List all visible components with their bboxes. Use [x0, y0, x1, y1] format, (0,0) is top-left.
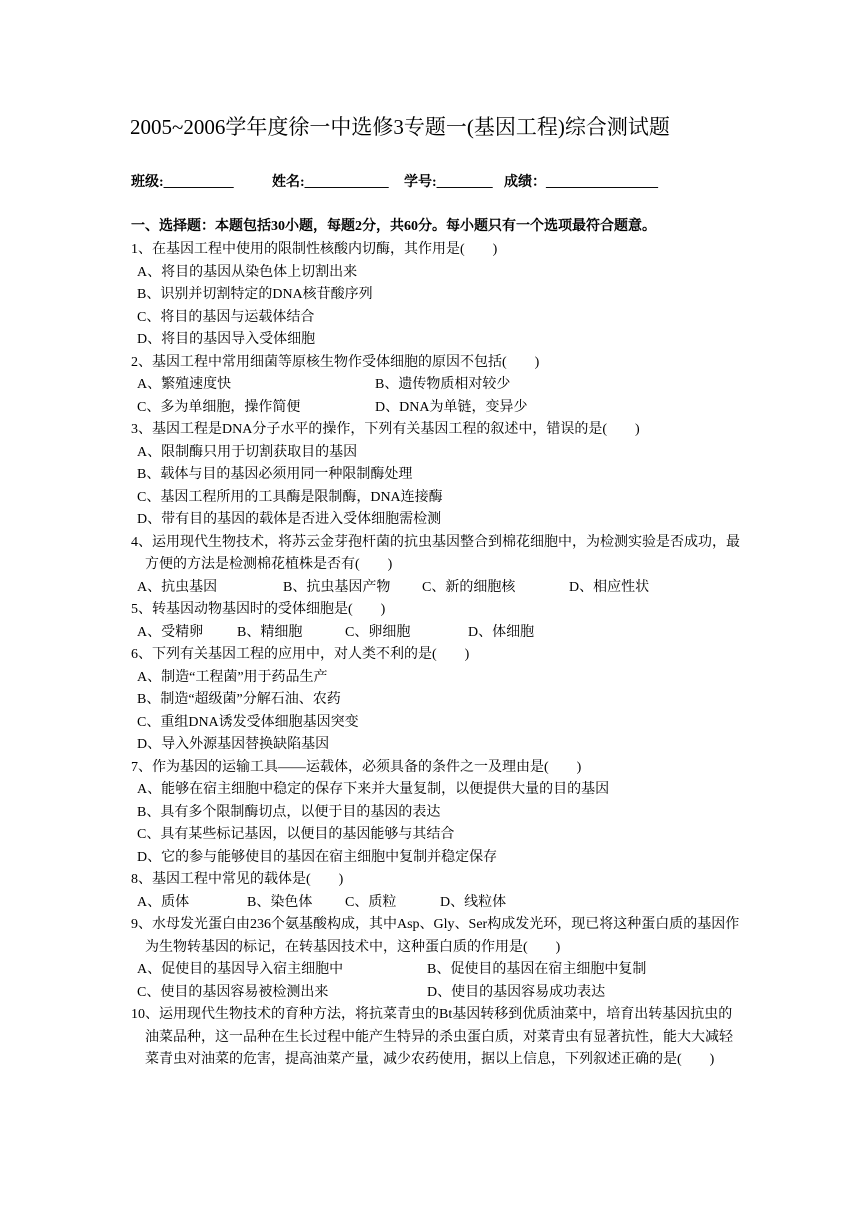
option-a: A、限制酶只用于切割获取目的基因 — [137, 444, 358, 460]
option-a: A、繁殖速度快 — [137, 377, 232, 392]
id-field-label: 学号:________ — [404, 175, 493, 190]
option-row — [131, 892, 741, 915]
option-b: B、精细胞 — [237, 624, 303, 640]
question-stem: 9、水母发光蛋白由236个氨基酸构成，其中Asp、Gly、Ser构成发光环，现已将这种蛋白质的基因作为生物转基因的标记，在转基因技术中，这种蛋白质的作用是( ) — [131, 917, 740, 955]
question-6 — [131, 644, 741, 757]
option-c: C、重组DNA诱发受体细胞基因突变 — [137, 714, 359, 730]
question-4 — [131, 532, 741, 600]
option-d: D、体细胞 — [468, 624, 535, 640]
question-7 — [131, 757, 741, 870]
option-b: B、抗虫基因产物 — [283, 579, 391, 595]
question-2 — [131, 352, 741, 420]
option-d: D、导入外源基因替换缺陷基因 — [137, 737, 330, 752]
question-8 — [131, 869, 741, 914]
option-row — [131, 959, 741, 982]
option-a: A、制造“工程菌”用于药品生产 — [137, 669, 328, 685]
option-d: D、DNA为单链，变异少 — [375, 399, 528, 415]
option-d: D、它的参与能够使目的基因在宿主细胞中复制并稳定保存 — [137, 849, 498, 865]
question-9 — [131, 914, 741, 1004]
option-c: C、卵细胞 — [345, 624, 411, 640]
option-b: B、染色体 — [247, 894, 313, 910]
option-a: A、质体 — [137, 894, 190, 910]
question-stem: 1、在基因工程中使用的限制性核酸内切酶，其作用是( ) — [131, 242, 498, 257]
option-a: A、抗虫基因 — [137, 579, 218, 595]
question-stem: 2、基因工程中常用细菌等原核生物作受体细胞的原因不包括( ) — [131, 354, 540, 370]
question-stem: 10、运用现代生物技术的育种方法，将抗菜青虫的Bt基因转移到优质油菜中，培育出转基因抗虫的油菜品种，这一品种在生长过程中能产生特异的杀虫蛋白质，对菜青虫有显著抗性，能大大减轻菜青虫对油菜的危害，提高油菜产量，减少农药使用，据以上信息，下列叙述正确的是( ) — [131, 1007, 733, 1067]
page-title: 2005~2006学年度徐一中选修3专题一(基因工程)综合测试题 — [130, 115, 670, 139]
option-d: D、相应性状 — [569, 579, 650, 595]
option-d: D、使目的基因容易成功表达 — [427, 984, 606, 1000]
option-row — [131, 982, 741, 1005]
question-stem: 4、运用现代生物技术，将苏云金芽孢杆菌的抗虫基因整合到棉花细胞中，为检测实验是否成功，最方便的方法是检测棉花植株是否有( ) — [131, 534, 740, 572]
question-list — [131, 239, 741, 1072]
score-field-label: 成绩：________________ — [504, 175, 658, 190]
option-c: C、多为单细胞，操作简便 — [137, 399, 301, 415]
option-row — [131, 374, 741, 397]
option-c: C、将目的基因与运载体结合 — [137, 309, 315, 325]
option-row — [131, 622, 741, 645]
question-3 — [131, 419, 741, 532]
option-c: C、新的细胞核 — [422, 579, 516, 595]
question-5 — [131, 599, 741, 644]
option-c: C、具有某些标记基因，以便目的基因能够与其结合 — [137, 827, 455, 842]
question-stem: 8、基因工程中常见的载体是( ) — [131, 872, 344, 887]
question-stem: 3、基因工程是DNA分子水平的操作，下列有关基因工程的叙述中，错误的是( ) — [131, 422, 640, 437]
option-d: D、线粒体 — [440, 894, 507, 910]
name-field-label: 姓名:____________ — [272, 175, 389, 190]
option-d: D、将目的基因导入受体细胞 — [137, 332, 316, 347]
section-heading: 一、选择题：本题包括30小题，每题2分，共60分。每小题只有一个选项最符合题意。 — [131, 219, 656, 234]
question-stem: 6、下列有关基因工程的应用中，对人类不利的是( ) — [131, 647, 470, 662]
question-10 — [131, 1004, 741, 1072]
option-b: B、制造“超级菌”分解石油、农药 — [137, 692, 341, 707]
option-b: B、遗传物质相对较少 — [375, 377, 511, 392]
class-field-label: 班级:__________ — [131, 175, 234, 190]
student-info-line — [131, 172, 771, 194]
question-stem: 5、转基因动物基因时的受体细胞是( ) — [131, 602, 386, 617]
option-c: C、质粒 — [345, 894, 397, 910]
option-a: A、将目的基因从染色体上切割出来 — [137, 264, 358, 280]
question-1 — [131, 239, 741, 352]
option-row — [131, 397, 741, 420]
option-b: B、识别并切割特定的DNA核苷酸序列 — [137, 287, 373, 302]
option-c: C、使目的基因容易被检测出来 — [137, 984, 329, 1000]
option-b: B、促使目的基因在宿主细胞中复制 — [427, 962, 647, 977]
option-row — [131, 577, 741, 600]
option-b: B、载体与目的基因必须用同一种限制酶处理 — [137, 467, 413, 482]
option-a: A、能够在宿主细胞中稳定的保存下来并大量复制，以便提供大量的目的基因 — [137, 782, 610, 797]
option-a: A、促使目的基因导入宿主细胞中 — [137, 962, 344, 977]
option-c: C、基因工程所用的工具酶是限制酶，DNA连接酶 — [137, 489, 443, 505]
question-stem: 7、作为基因的运输工具——运载体，必须具备的条件之一及理由是( ) — [131, 759, 582, 775]
option-d: D、带有目的基因的载体是否进入受体细胞需检测 — [137, 512, 442, 527]
option-b: B、具有多个限制酶切点，以便于目的基因的表达 — [137, 804, 441, 820]
option-a: A、受精卵 — [137, 624, 204, 640]
